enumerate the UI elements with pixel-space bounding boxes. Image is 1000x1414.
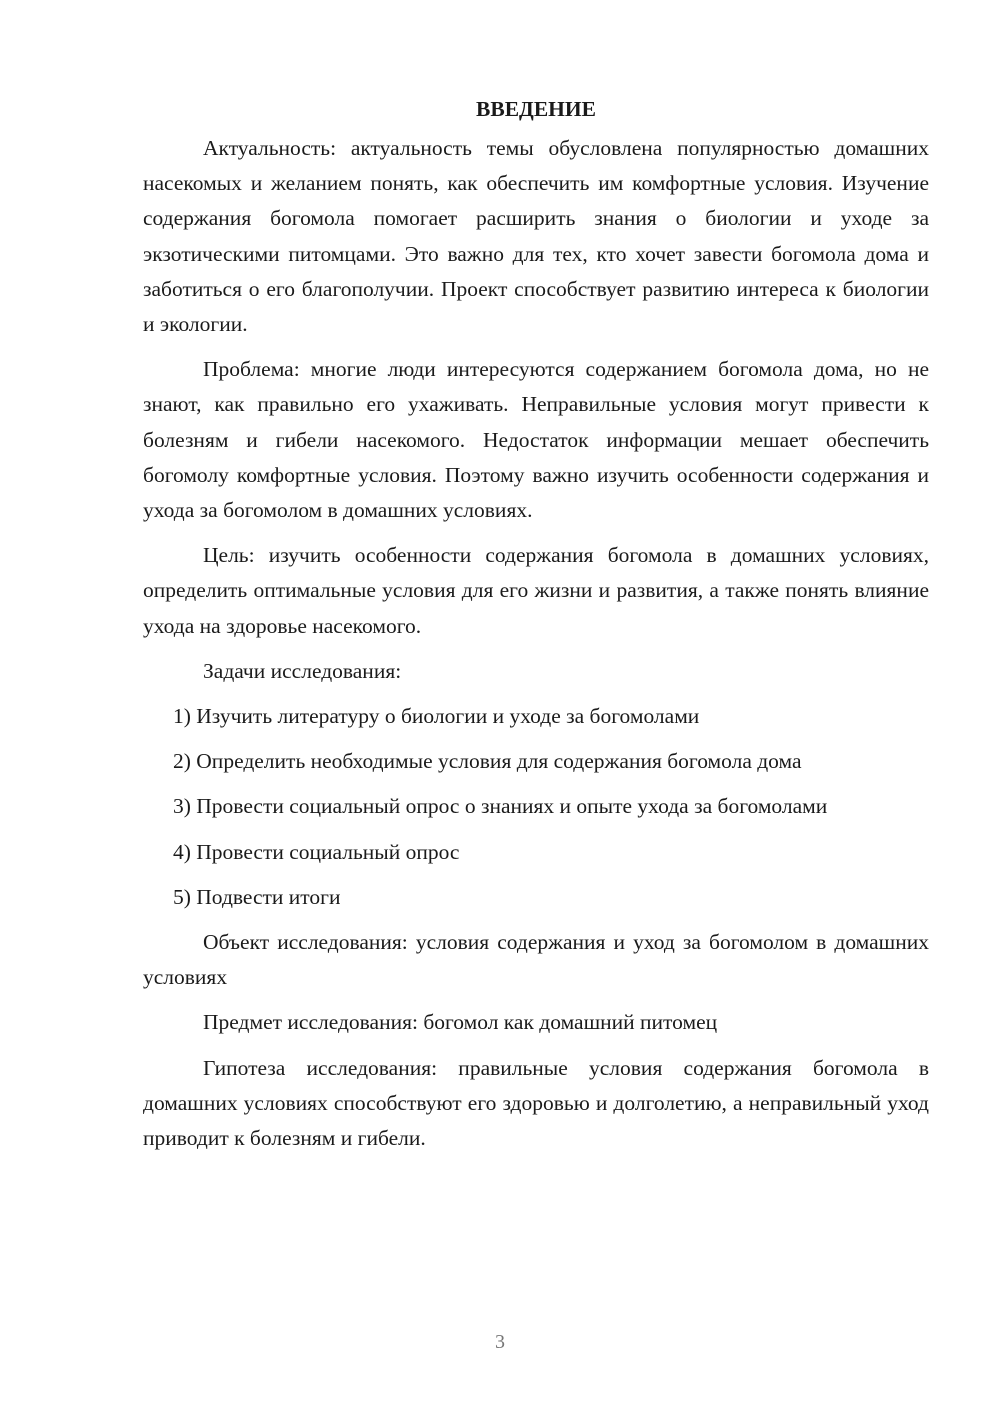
task-item-4: 4) Провести социальный опрос xyxy=(173,839,460,864)
problem-paragraph: Проблема: многие люди интересуются содержанием богомола дома, но не знают, как правильно его ухаживать. Неправильные условия могут привести к болезням и гибели насекомого. Недостаток информации мешает обеспечить богомолу комфортные условия. Поэтому важно изучить особенности содержания и ухода за богомолом в домашних условиях. xyxy=(143,357,929,523)
document-page xyxy=(143,92,929,1166)
relevance-paragraph: Актуальность: актуальность темы обусловлена популярностью домашних насекомых и желанием понять, как обеспечить им комфортные условия. Изучение содержания богомола помогает расширить знания о биологии и уходе за экзотическими питомцами. Это важно для тех, кто хочет завести богомола дома и заботиться о его благополучии. Проект способствует развитию интереса к биологии и экологии. xyxy=(143,136,929,337)
object-paragraph: Объект исследования: условия содержания и уход за богомолом в домашних условиях xyxy=(143,930,929,990)
task-item-1: 1) Изучить литературу о биологии и уходе за богомолами xyxy=(173,704,700,729)
subject-paragraph: Предмет исследования: богомол как домашний питомец xyxy=(203,1010,718,1035)
task-item-3: 3) Провести социальный опрос о знаниях и опыте ухода за богомолами xyxy=(173,794,828,819)
hypothesis-paragraph: Гипотеза исследования: правильные условия содержания богомола в домашних условиях способствуют его здоровью и долголетию, а неправильный уход приводит к болезням и гибели. xyxy=(143,1055,929,1151)
task-item-5: 5) Подвести итоги xyxy=(173,884,341,909)
goal-paragraph: Цель: изучить особенности содержания богомола в домашних условиях, определить оптимальные условия для его жизни и развития, а также понять влияние ухода на здоровье насекомого. xyxy=(143,543,929,638)
page-number: 3 xyxy=(495,1331,505,1353)
task-item-2: 2) Определить необходимые условия для содержания богомола дома xyxy=(173,749,802,774)
tasks-heading: Задачи исследования: xyxy=(203,658,402,683)
page-title: ВВЕДЕНИЕ xyxy=(476,97,596,121)
